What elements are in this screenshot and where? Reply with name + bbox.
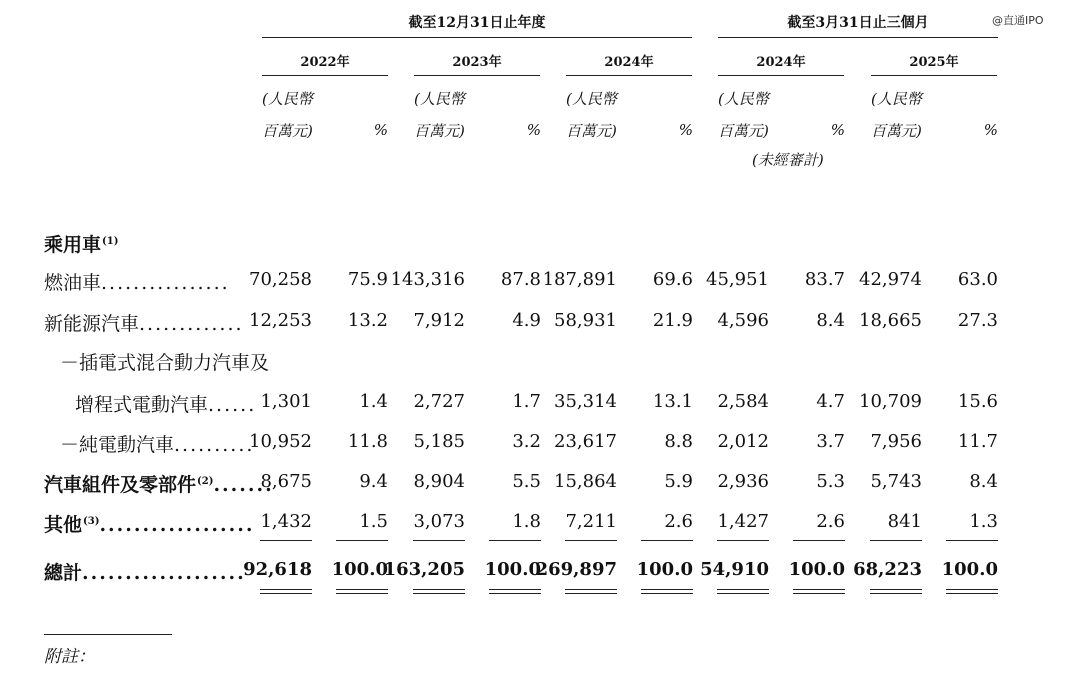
subtotal-rule (260, 540, 312, 541)
amount-cell: 269,897 (535, 559, 617, 580)
amount-cell: 23,617 (554, 431, 617, 452)
total-double-rule-top (870, 589, 922, 590)
footnote-rule (44, 634, 172, 635)
amount-cell: 45,951 (706, 269, 769, 290)
percent-cell: 4.7 (816, 391, 845, 412)
row-label-text: 其他 (44, 514, 83, 536)
row-label-text: 增程式電動汽車 (75, 394, 209, 416)
dot-leader: ...... (208, 394, 257, 416)
header-group-annual: 截至12月31日止年度 (408, 15, 546, 31)
row-label (60, 348, 269, 375)
percent-cell: 100.0 (331, 559, 388, 580)
year-header-rule (871, 75, 997, 76)
footnote-ref: (1) (102, 235, 119, 247)
total-double-rule-top (565, 589, 617, 590)
amount-cell: 5,185 (413, 431, 465, 452)
percent-cell: 5.9 (664, 471, 693, 492)
total-double-rule-top (260, 589, 312, 590)
row-label-text: 新能源汽車 (44, 313, 140, 335)
subtotal-rule (336, 540, 388, 541)
percent-header: % (373, 121, 388, 139)
amount-cell: 35,314 (554, 391, 617, 412)
amount-cell: 4,596 (717, 310, 769, 331)
amount-cell: 68,223 (853, 559, 922, 580)
amount-cell: 8,904 (413, 471, 465, 492)
total-double-rule-top (946, 589, 998, 590)
amount-cell: 18,665 (859, 310, 922, 331)
unit-header-line1: (人民幣 (566, 90, 617, 108)
percent-cell: 100.0 (484, 559, 541, 580)
amount-cell: 7,912 (413, 310, 465, 331)
total-double-rule-bottom (260, 593, 312, 594)
percent-cell: 1.8 (512, 511, 541, 532)
amount-cell: 187,891 (542, 269, 617, 290)
subtotal-rule (641, 540, 693, 541)
dot-leader: .................. (99, 514, 255, 536)
percent-cell: 8.4 (816, 310, 845, 331)
percent-cell: 8.8 (664, 431, 693, 452)
percent-cell: 87.8 (500, 269, 541, 290)
amount-cell: 7,211 (565, 511, 617, 532)
row-label-text: 燃油車 (44, 272, 102, 294)
amount-cell: 8,675 (260, 471, 312, 492)
unit-header-line1: (人民幣 (262, 90, 313, 108)
year-header: 2022年 (300, 55, 350, 70)
unit-header-line1: (人民幣 (414, 90, 465, 108)
row-label-text: －純電動汽車 (60, 434, 175, 456)
total-double-rule-bottom (489, 593, 541, 594)
total-double-rule-top (413, 589, 465, 590)
header-group-quarter-rule (718, 37, 998, 38)
watermark-label: @直通IPO (992, 14, 1044, 27)
total-double-rule-bottom (413, 593, 465, 594)
amount-cell: 1,432 (260, 511, 312, 532)
percent-cell: 3.7 (816, 431, 845, 452)
total-double-rule-bottom (641, 593, 693, 594)
total-double-rule-bottom (717, 593, 769, 594)
amount-cell: 12,253 (249, 310, 312, 331)
amount-cell: 5,743 (870, 471, 922, 492)
subtotal-rule (717, 540, 769, 541)
row-label-text: 總計 (44, 562, 83, 584)
percent-cell: 5.3 (816, 471, 845, 492)
total-double-rule-bottom (793, 593, 845, 594)
dot-leader: .......... (174, 434, 255, 456)
amount-cell: 2,584 (717, 391, 769, 412)
percent-cell: 2.6 (664, 511, 693, 532)
unit-header-line2: 百萬元) (718, 122, 769, 140)
percent-cell: 27.3 (957, 310, 998, 331)
amount-cell: 143,316 (390, 269, 465, 290)
year-header: 2023年 (452, 55, 502, 70)
amount-cell: 58,931 (554, 310, 617, 331)
percent-cell: 63.0 (957, 269, 998, 290)
percent-cell: 21.9 (652, 310, 693, 331)
percent-cell: 9.4 (359, 471, 388, 492)
amount-cell: 2,936 (717, 471, 769, 492)
total-double-rule-top (336, 589, 388, 590)
amount-cell: 92,618 (243, 559, 312, 580)
year-header: 2024年 (756, 55, 806, 70)
total-double-rule-bottom (336, 593, 388, 594)
amount-cell: 1,427 (717, 511, 769, 532)
total-double-rule-bottom (870, 593, 922, 594)
header-group-quarter: 截至3月31日止三個月 (787, 15, 929, 31)
percent-cell: 100.0 (788, 559, 845, 580)
amount-cell: 3,073 (413, 511, 465, 532)
percent-cell: 2.6 (816, 511, 845, 532)
row-label-text: 乘用車 (44, 234, 102, 256)
percent-cell: 15.6 (957, 391, 998, 412)
percent-header: % (830, 121, 845, 139)
percent-cell: 8.4 (969, 471, 998, 492)
subtotal-rule (489, 540, 541, 541)
percent-header: % (526, 121, 541, 139)
amount-cell: 2,012 (717, 431, 769, 452)
dot-leader: ................ (101, 272, 230, 294)
unit-header-line2: 百萬元) (566, 122, 617, 140)
percent-cell: 5.5 (512, 471, 541, 492)
year-header: 2024年 (604, 55, 654, 70)
percent-cell: 1.3 (969, 511, 998, 532)
year-header-rule (262, 75, 388, 76)
year-header-rule (566, 75, 692, 76)
percent-header: % (983, 121, 998, 139)
subtotal-rule (565, 540, 617, 541)
amount-cell: 2,727 (413, 391, 465, 412)
percent-cell: 75.9 (347, 269, 388, 290)
year-header-rule (414, 75, 540, 76)
amount-cell: 70,258 (249, 269, 312, 290)
percent-cell: 1.4 (359, 391, 388, 412)
dot-leader: ....... (213, 474, 274, 496)
footnote-title: 附註： (44, 647, 95, 667)
header-group-annual-rule (262, 37, 692, 38)
amount-cell: 10,952 (249, 431, 312, 452)
amount-cell: 7,956 (870, 431, 922, 452)
amount-cell: 42,974 (859, 269, 922, 290)
percent-cell: 83.7 (804, 269, 845, 290)
subtotal-rule (413, 540, 465, 541)
subtotal-rule (793, 540, 845, 541)
year-header-rule (718, 75, 844, 76)
amount-cell: 841 (887, 511, 922, 532)
footnote-ref: (3) (83, 515, 100, 527)
dot-leader: ............. (139, 313, 244, 335)
row-label-text: 汽車組件及零部件 (44, 474, 197, 496)
footnote-ref: (2) (197, 475, 214, 487)
total-double-rule-top (641, 589, 693, 590)
percent-cell: 3.2 (512, 431, 541, 452)
unit-header-line2: 百萬元) (871, 122, 922, 140)
unaudited-note: (未經審計) (752, 151, 824, 169)
unit-header-line1: (人民幣 (871, 90, 922, 108)
percent-cell: 100.0 (941, 559, 998, 580)
total-double-rule-bottom (565, 593, 617, 594)
unit-header-line2: 百萬元) (414, 122, 465, 140)
percent-cell: 13.1 (652, 391, 693, 412)
row-label-text: －插電式混合動力汽車及 (60, 352, 270, 374)
unit-header-line1: (人民幣 (718, 90, 769, 108)
total-double-rule-top (489, 589, 541, 590)
percent-cell: 1.5 (359, 511, 388, 532)
subtotal-rule (946, 540, 998, 541)
unit-header-line2: 百萬元) (262, 122, 313, 140)
total-double-rule-top (793, 589, 845, 590)
percent-cell: 69.6 (652, 269, 693, 290)
percent-cell: 100.0 (636, 559, 693, 580)
percent-cell: 11.7 (957, 431, 998, 452)
amount-cell: 163,205 (383, 559, 465, 580)
year-header: 2025年 (909, 55, 959, 70)
row-label (44, 230, 118, 257)
amount-cell: 10,709 (859, 391, 922, 412)
amount-cell: 15,864 (554, 471, 617, 492)
percent-cell: 1.7 (512, 391, 541, 412)
percent-cell: 13.2 (347, 310, 388, 331)
dot-leader: ................... (82, 562, 246, 584)
amount-cell: 1,301 (260, 391, 312, 412)
percent-cell: 11.8 (347, 431, 388, 452)
total-double-rule-top (717, 589, 769, 590)
percent-cell: 4.9 (512, 310, 541, 331)
total-double-rule-bottom (946, 593, 998, 594)
subtotal-rule (870, 540, 922, 541)
percent-header: % (678, 121, 693, 139)
amount-cell: 54,910 (700, 559, 769, 580)
